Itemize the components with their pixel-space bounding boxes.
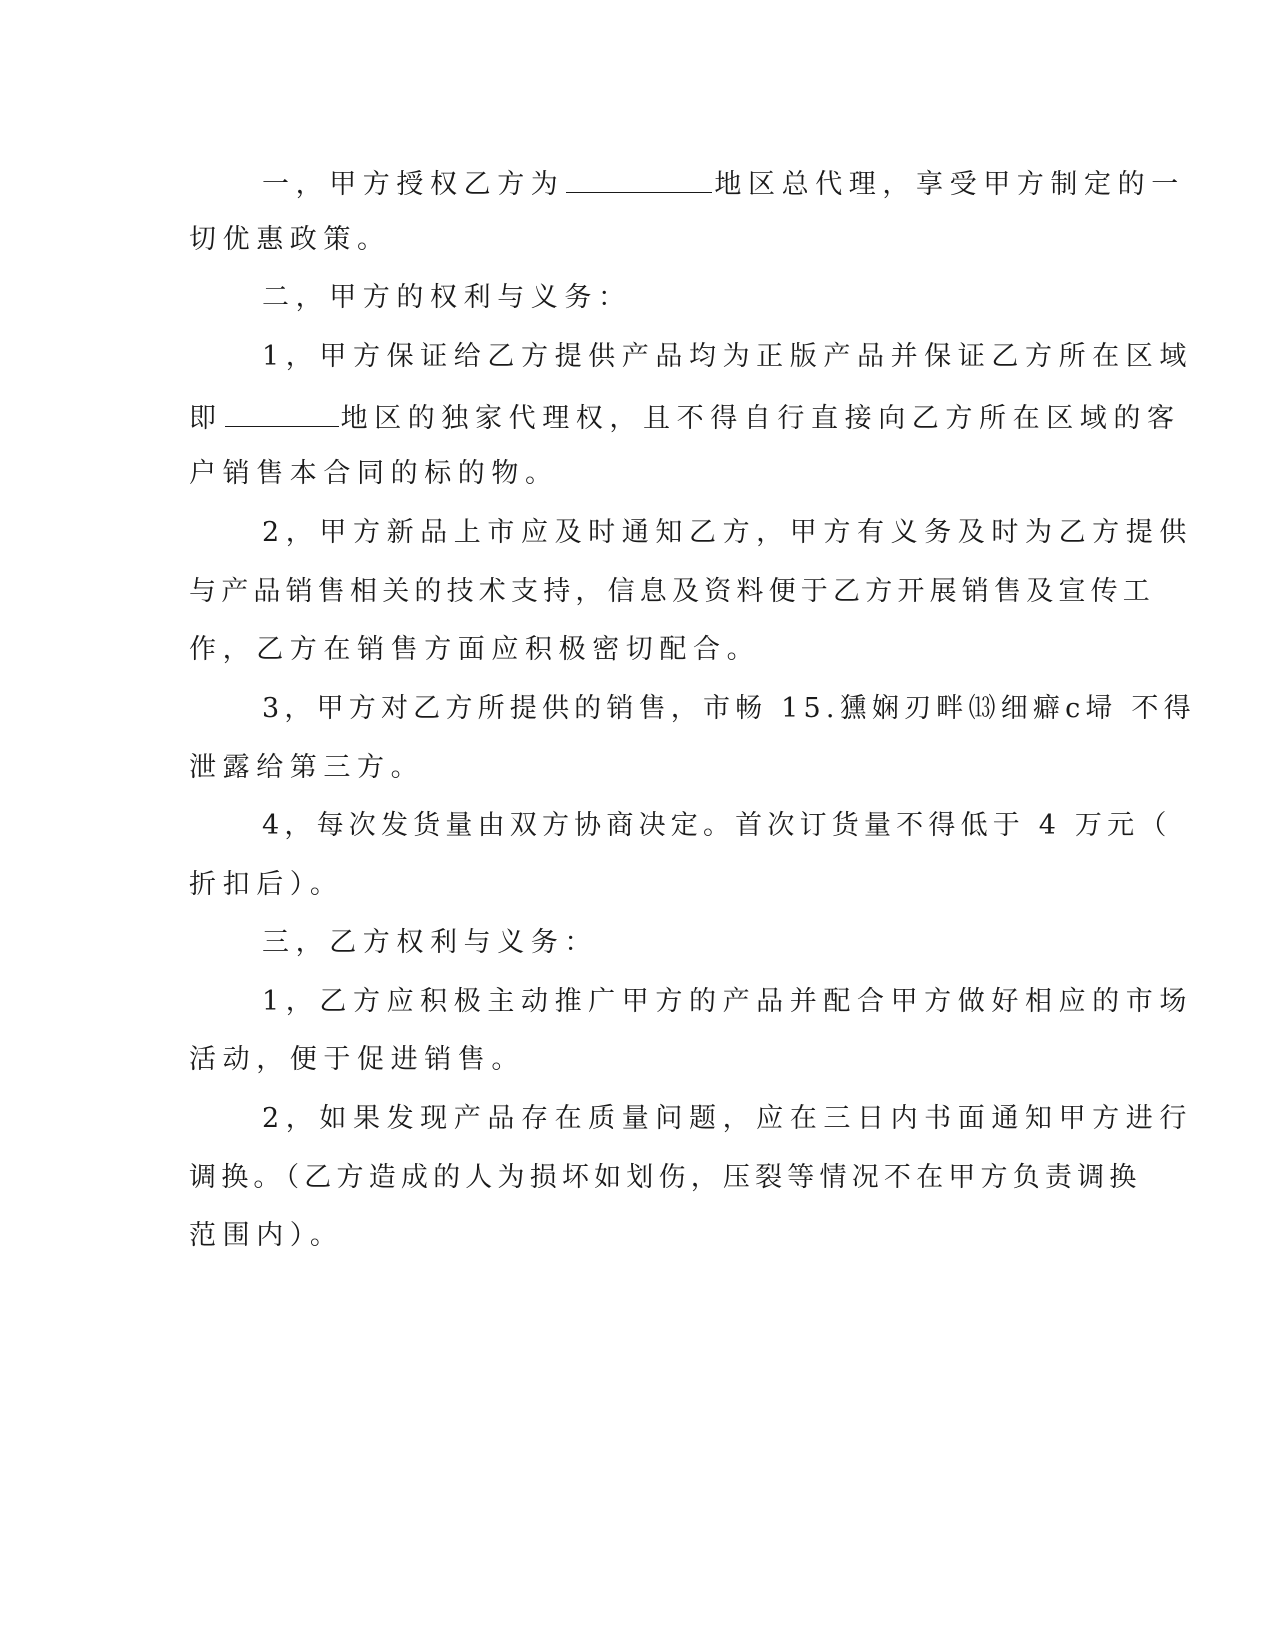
section2-item3-line1: 3，甲方对乙方所提供的销售，市畅 15.獯娴刃畔⒀细癖c埽 不得 [262, 693, 1196, 724]
section2-item2-line1: 2，甲方新品上市应及时通知乙方，甲方有义务及时为乙方提供 [262, 517, 1193, 548]
section2-item2-line3: 作，乙方在销售方面应积极密切配合。 [189, 634, 761, 665]
section3-item2-line3: 范围内）。 [189, 1220, 344, 1251]
section1-line1 [262, 162, 1185, 202]
section3-item2-line2: 调换。（乙方造成的人为损坏如划伤，压裂等情况不在甲方负责调换 [189, 1162, 1142, 1193]
section2-item1-line2-post: 地区的独家代理权，且不得自行直接向乙方所在区域的客 [340, 403, 1181, 434]
region-blank-field [566, 162, 712, 193]
section2-item1-line1: 1，甲方保证给乙方提供产品均为正版产品并保证乙方所在区域 [262, 341, 1193, 372]
section3-item1-line2: 活动，便于促进销售。 [189, 1044, 525, 1075]
section2-item1-line2-pre: 即 [189, 403, 223, 434]
section2-heading: 二，甲方的权利与义务： [262, 282, 632, 313]
section2-item3-line2: 泄露给第三方。 [189, 752, 425, 783]
section1-line1-pre: 一，甲方授权乙方为 [262, 169, 565, 200]
section2-item1-line3: 户销售本合同的标的物。 [189, 458, 559, 489]
section3-item2-line1: 2，如果发现产品存在质量问题，应在三日内书面通知甲方进行 [262, 1103, 1193, 1134]
section2-item4-line1: 4，每次发货量由双方协商决定。首次订货量不得低于 4 万元（ [262, 810, 1172, 841]
section2-item1-line2 [189, 396, 1181, 436]
section3-heading: 三，乙方权利与义务： [262, 927, 598, 958]
section3-item1-line1: 1，乙方应积极主动推广甲方的产品并配合甲方做好相应的市场 [262, 986, 1193, 1017]
section1-line1-post: 地区总代理，享受甲方制定的一 [714, 169, 1185, 200]
section2-item4-line2: 折扣后）。 [189, 869, 344, 900]
section1-line2: 切优惠政策。 [189, 224, 391, 255]
exclusive-region-blank-field [225, 396, 339, 427]
section2-item2-line2: 与产品销售相关的技术支持，信息及资料便于乙方开展销售及宣传工 [189, 576, 1155, 607]
